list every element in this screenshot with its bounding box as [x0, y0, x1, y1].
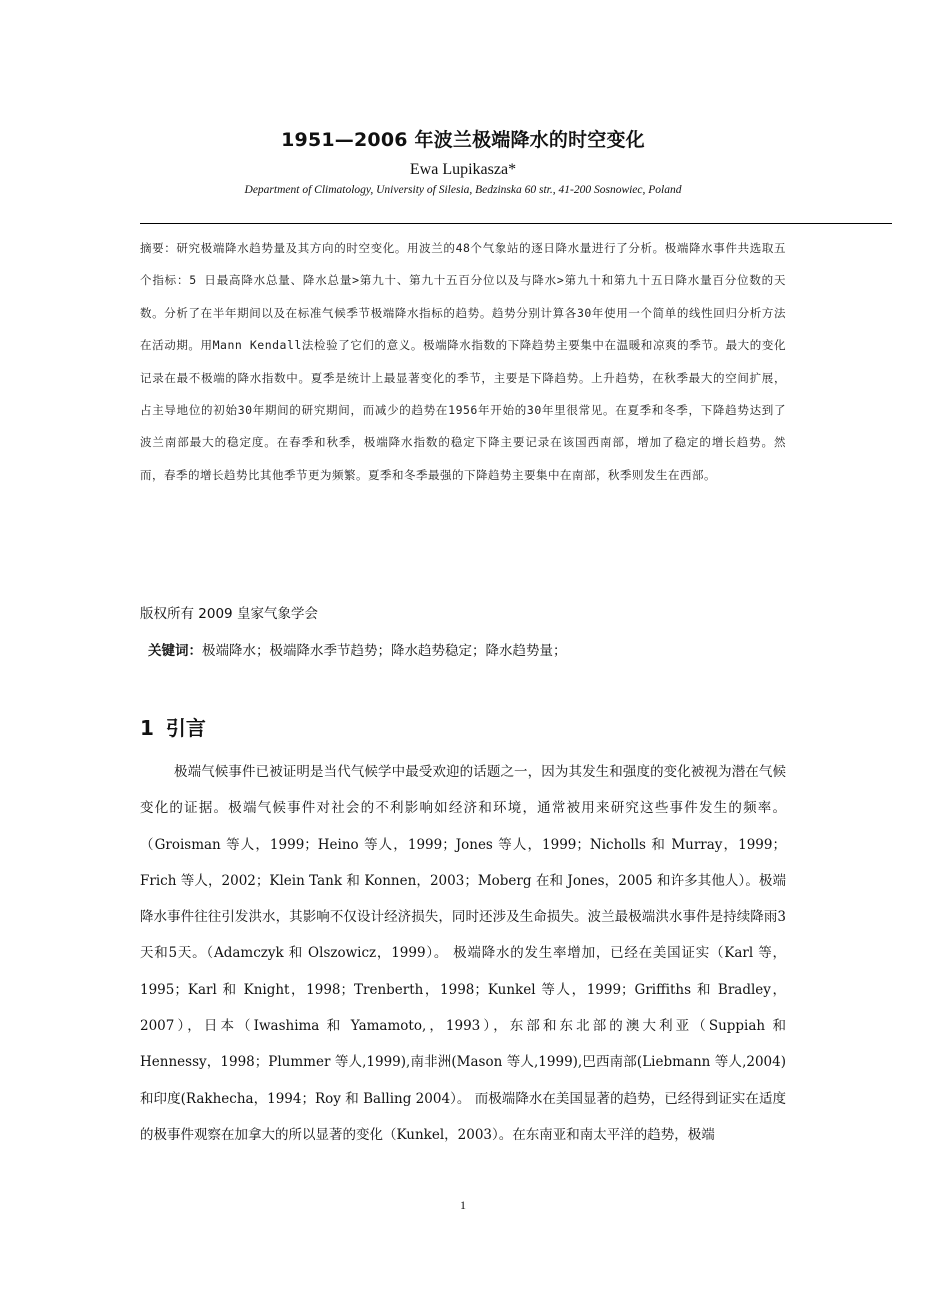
page-number: 1 [460, 1198, 466, 1212]
keywords-text: 极端降水；极端降水季节趋势；降水趋势稳定；降水趋势量； [202, 643, 567, 659]
introduction-paragraph: 极端气候事件已被证明是当代气候学中最受欢迎的话题之一，因为其发生和强度的变化被视为潜在气候变化的证据。极端气候事件对社会的不利影响如经济和环境，通常被用来研究这些事件发生的频率。（Groisman 等人，1999；Heino 等人，1999；Jones 等人，1999；Nicholls 和 Murray，1999；Frich 等人，2002；Klein Tank 和 Konnen，2003；Moberg 在和 Jones，2005 和许多其他人）。极端降水事件往往引发洪水，其影响不仅设计经济损失，同时还涉及生命损失。波兰最极端洪水事件是持续降雨3天和5天。（Adamczyk 和 Olszowicz，1999）。 极端降水的发生率增加，已经在美国证实（Karl 等，1995；Karl 和 Knight，1998；Trenberth，1998；Kunkel 等人，1999；Griffiths 和 Bradley，2007），日本（Iwashima 和 Yamamoto,，1993），东部和东北部的澳大利亚（Suppiah 和 Hennessy，1998；Plummer 等人,1999),南非洲(Mason 等人,1999),巴西南部(Liebmann 等人,2004)和印度(Rakhecha，1994；Roy 和 Balling 2004）。 而极端降水在美国显著的趋势，已经得到证实在适度的极事件观察在加拿大的所以显著的变化（Kunkel，2003）。在东南亚和南太平洋的趋势，极端 [140, 764, 786, 1143]
author-name: Ewa Lupikasza* [409, 161, 517, 178]
keywords-label: 关键词： [148, 643, 202, 659]
paper-title: 1951—2006 年波兰极端降水的时空变化 [281, 129, 645, 151]
section-heading [140, 712, 206, 741]
copyright-notice: 版权所有 2009 皇家气象学会 [140, 606, 318, 622]
keywords-line [148, 639, 567, 659]
header-divider [140, 223, 892, 224]
section-title: 引言 [165, 716, 206, 740]
author-affiliation: Department of Climatology, University of Silesia, Bedzinska 60 str., 41-200 Sosnowiec, Poland [244, 184, 682, 196]
abstract-text: 摘要：研究极端降水趋势量及其方向的时空变化。用波兰的48个气象站的逐日降水量进行了分析。极端降水事件共选取五个指标：5 日最高降水总量、降水总量>第九十、第九十五百分位以及与降水>第九十和第九十五日降水量百分位数的天数。分析了在半年期间以及在标准气候季节极端降水指标的趋势。趋势分别计算各30年使用一个简单的线性回归分析方法在活动期。用Mann Kendall法检验了它们的意义。极端降水指数的下降趋势主要集中在温暖和凉爽的季节。最大的变化记录在最不极端的降水指数中。夏季是统计上最显著变化的季节，主要是下降趋势。上升趋势，在秋季最大的空间扩展，占主导地位的初始30年期间的研究期间，而减少的趋势在1956年开始的30年里很常见。在夏季和冬季，下降趋势达到了波兰南部最大的稳定度。在春季和秋季，极端降水指数的稳定下降主要记录在该国西南部，增加了稳定的增长趋势。然而，春季的增长趋势比其他季节更为频繁。夏季和冬季最强的下降趋势主要集中在南部，秋季则发生在西部。 [140, 241, 786, 482]
section-number: 1 [140, 716, 154, 740]
